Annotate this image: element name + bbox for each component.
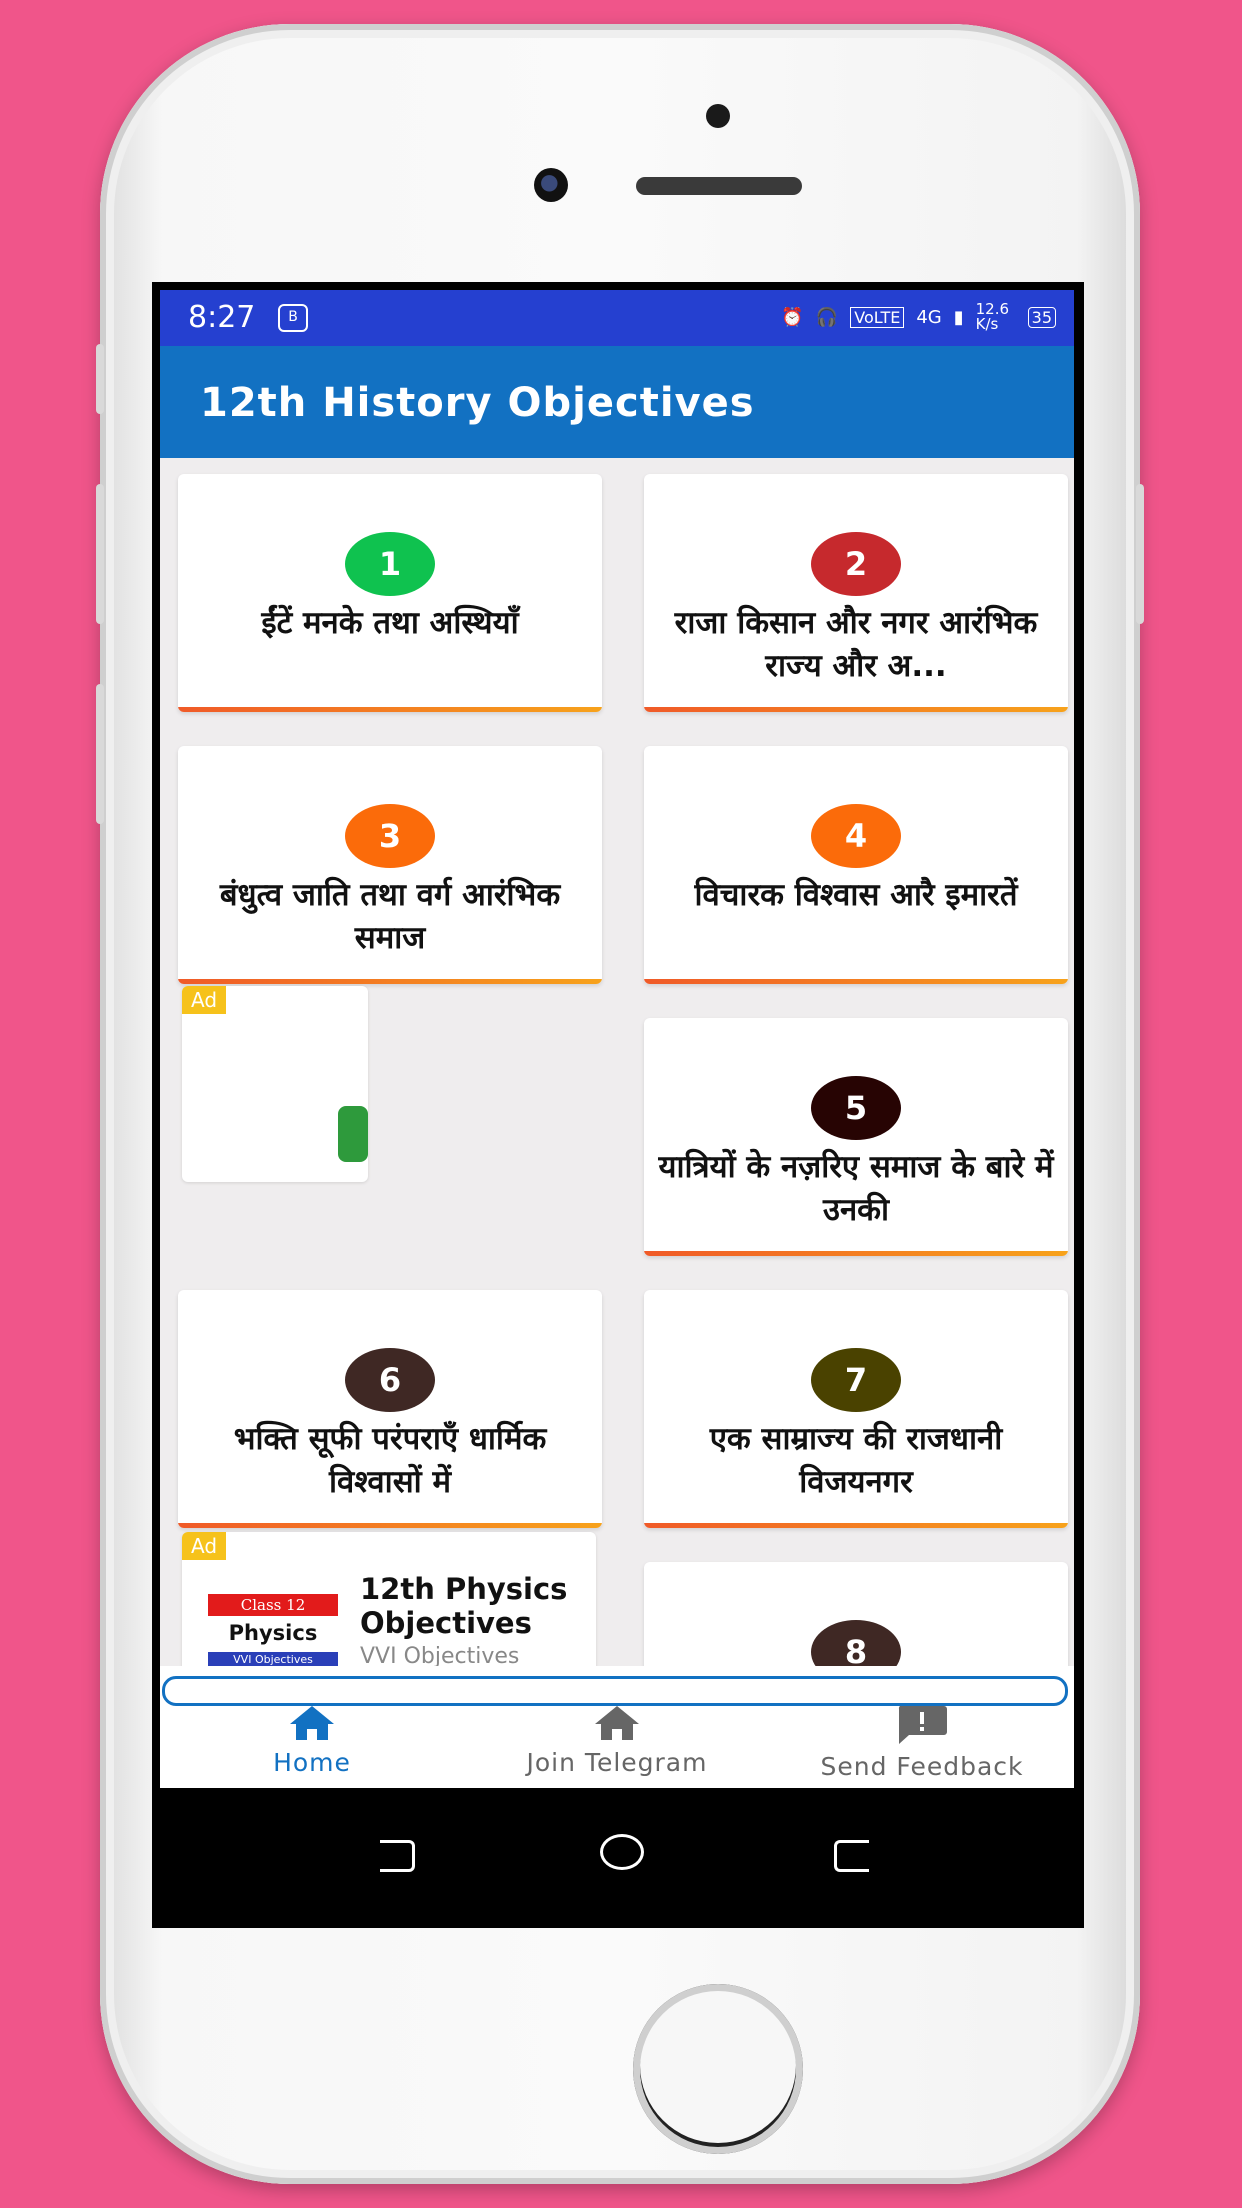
ad-thumbnail-line1: Class 12 bbox=[208, 1594, 338, 1616]
app-bar bbox=[160, 346, 1074, 458]
volume-up-button bbox=[96, 484, 104, 624]
chapter-number: 1 bbox=[345, 532, 435, 596]
chapter-card-4[interactable] bbox=[644, 746, 1068, 984]
chapter-grid[interactable] bbox=[160, 458, 1074, 1666]
recent-apps-icon[interactable] bbox=[834, 1840, 869, 1872]
app-title: 12th History Objectives bbox=[200, 380, 755, 426]
ad-title: 12th Physics Objectives bbox=[360, 1572, 568, 1640]
status-bar bbox=[160, 290, 1074, 346]
ad-thumbnail bbox=[208, 1594, 338, 1666]
status-icons bbox=[781, 302, 1056, 332]
ad-banner-small[interactable] bbox=[182, 986, 368, 1182]
status-time: 8:27 bbox=[188, 300, 256, 335]
chapter-card-3[interactable] bbox=[178, 746, 602, 984]
physical-home-button[interactable] bbox=[633, 1984, 803, 2154]
chapter-card-7[interactable] bbox=[644, 1290, 1068, 1528]
chapter-number: 4 bbox=[811, 804, 901, 868]
chapter-card-5[interactable] bbox=[644, 1018, 1068, 1256]
chapter-number: 8 bbox=[811, 1620, 901, 1666]
headphones-icon: 🎧 bbox=[815, 306, 839, 328]
chapter-title: यात्रियों के नज़रिए समाज के बारे में उनकी bbox=[658, 1149, 1054, 1228]
chapter-title: ईंटें मनके तथा अस्थियाँ bbox=[261, 605, 519, 641]
mute-switch bbox=[96, 344, 104, 414]
nav-home-label: Home bbox=[273, 1748, 351, 1777]
loading-bar bbox=[162, 1676, 1068, 1706]
battery-icon: 35 bbox=[1028, 307, 1056, 328]
chapter-number: 3 bbox=[345, 804, 435, 868]
chapter-number: 7 bbox=[811, 1348, 901, 1412]
chapter-title: भक्ति सूफी परंपराएँ धार्मिक विश्वासों में bbox=[233, 1421, 547, 1500]
chapter-card-8[interactable] bbox=[644, 1562, 1068, 1666]
ad-thumbnail-line3: VVI Objectives bbox=[208, 1652, 338, 1666]
nav-send-feedback-label: Send Feedback bbox=[820, 1752, 1024, 1781]
alarm-icon: ⏰ bbox=[781, 306, 804, 328]
chapter-number: 5 bbox=[811, 1076, 901, 1140]
network-type: VoLTE bbox=[850, 307, 904, 328]
signal-icon: ▮ bbox=[953, 306, 964, 328]
chapter-number: 6 bbox=[345, 1348, 435, 1412]
chapter-title: राजा किसान और नगर आरंभिक राज्य और अ... bbox=[674, 605, 1038, 684]
ad-badge: Ad bbox=[182, 986, 226, 1014]
earpiece-speaker bbox=[636, 177, 802, 195]
network-speed: 12.6 K/s bbox=[975, 300, 1010, 333]
ad-subtitle: VVI Objectives bbox=[360, 1644, 520, 1666]
proximity-sensor bbox=[706, 104, 730, 128]
signal-label: 4G bbox=[916, 306, 942, 328]
chapter-card-6[interactable] bbox=[178, 1290, 602, 1528]
ad-banner-promo[interactable] bbox=[182, 1532, 596, 1666]
chapter-card-2[interactable] bbox=[644, 474, 1068, 712]
back-icon[interactable] bbox=[380, 1840, 415, 1872]
chapter-title: विचारक विश्वास आरै इमारतें bbox=[694, 877, 1018, 913]
chapter-number: 2 bbox=[811, 532, 901, 596]
ad-badge: Ad bbox=[182, 1532, 226, 1560]
phone-screen bbox=[152, 282, 1084, 1928]
chapter-card-1[interactable] bbox=[178, 474, 602, 712]
nav-join-telegram-label: Join Telegram bbox=[526, 1748, 708, 1777]
feedback-icon bbox=[895, 1704, 949, 1746]
front-camera bbox=[534, 168, 568, 202]
home-icon bbox=[592, 1704, 642, 1742]
ad-action-button[interactable] bbox=[338, 1106, 368, 1162]
system-navigation-bar bbox=[160, 1788, 1074, 1920]
chapter-title: एक साम्राज्य की राजधानी विजयनगर bbox=[709, 1421, 1003, 1500]
chapter-title: बंधुत्व जाति तथा वर्ग आरंभिक समाज bbox=[219, 877, 561, 956]
power-button bbox=[1136, 484, 1144, 624]
ad-thumbnail-line2: Physics bbox=[228, 1621, 318, 1645]
volume-down-button bbox=[96, 684, 104, 824]
system-home-icon[interactable] bbox=[600, 1834, 644, 1870]
home-icon bbox=[287, 1704, 337, 1742]
notification-icon: B bbox=[278, 304, 308, 332]
